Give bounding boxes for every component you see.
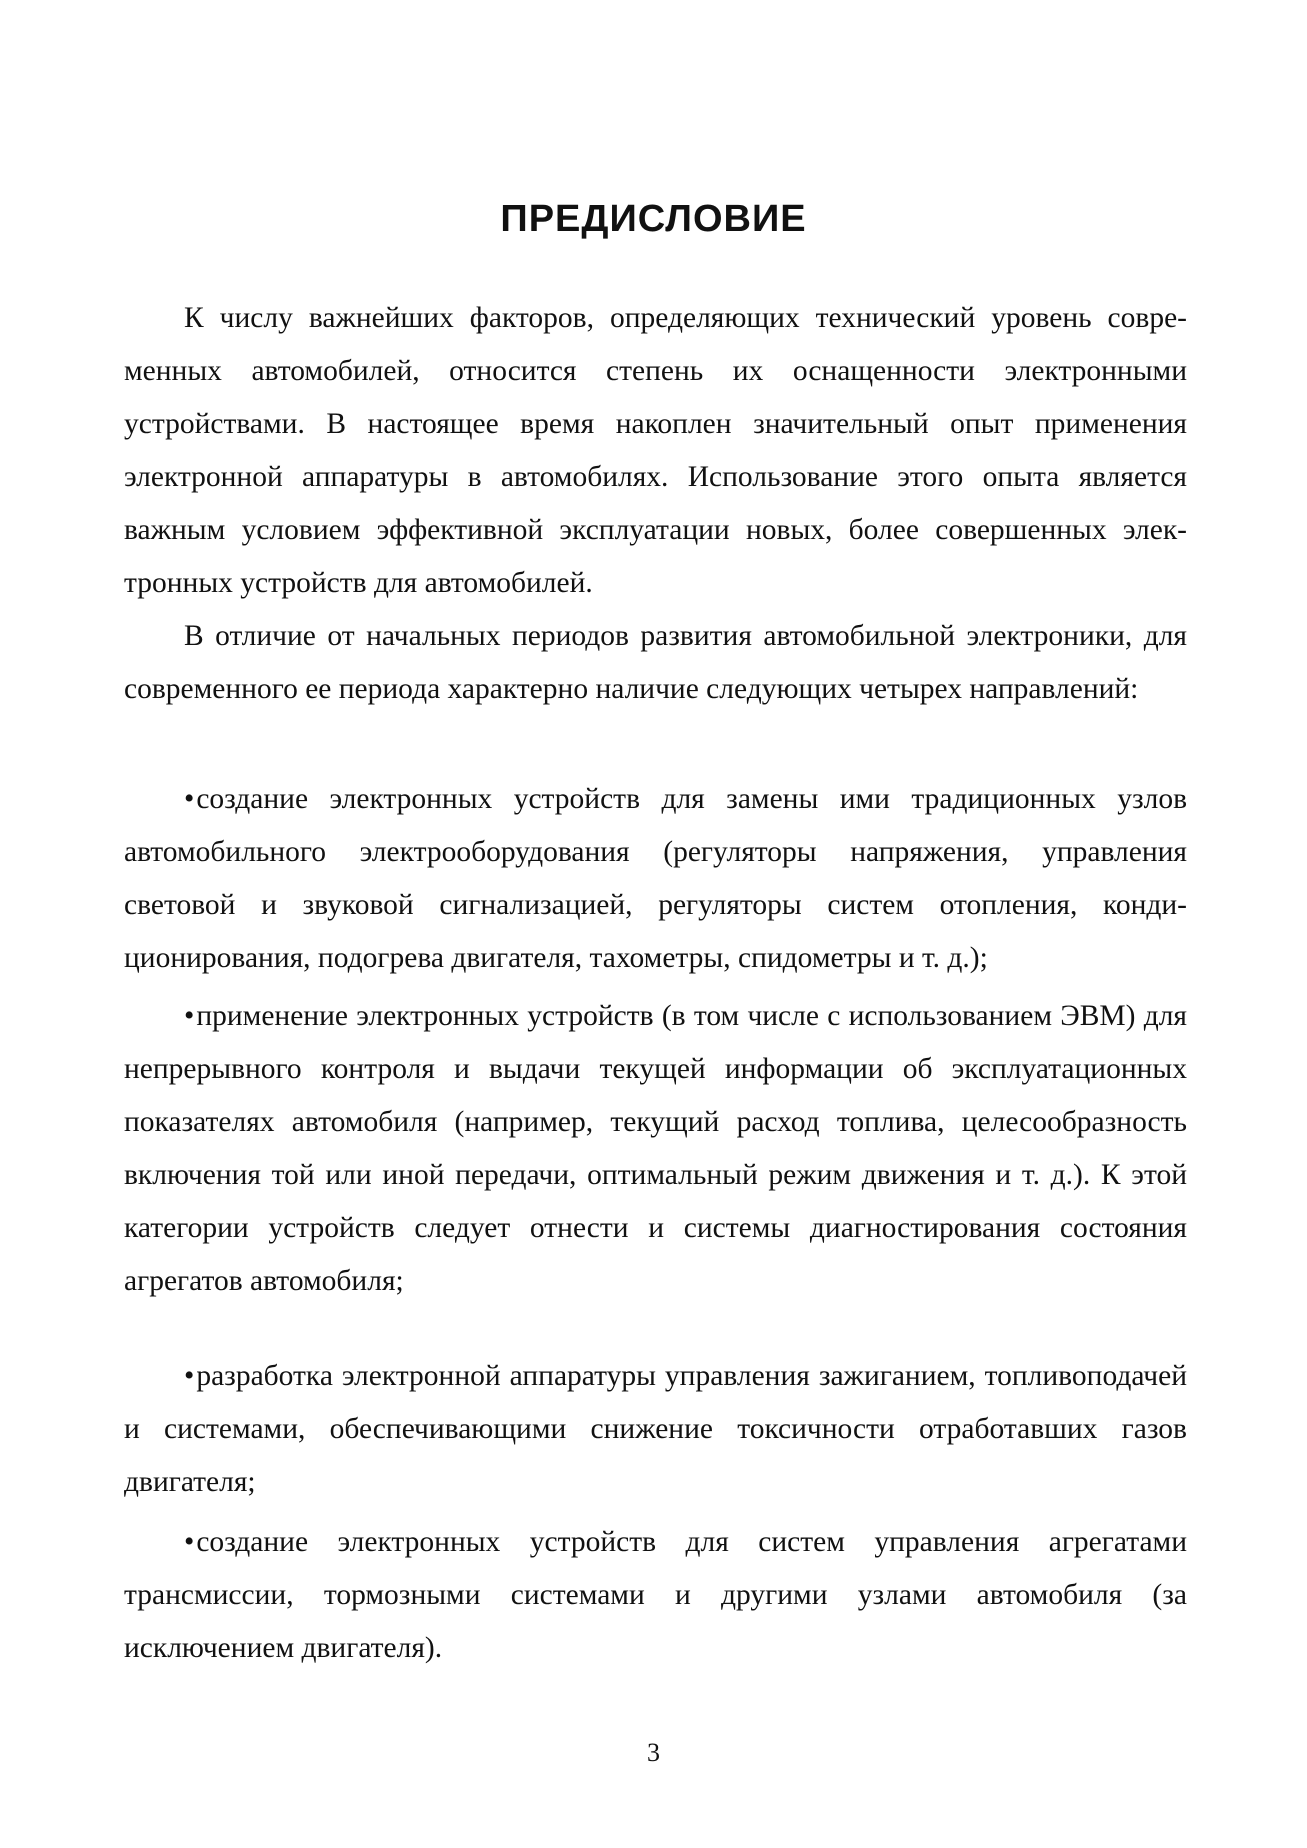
page-title: ПРЕДИСЛОВИЕ — [500, 198, 807, 240]
intro-paragraph — [124, 292, 1187, 610]
list-item-text: создание электронных устройств для замены ими традиционных узлов автомобильного электрооборудования (регуляторы напряжения, управления световой и звуковой сигнализацией, регуляторы систем отопления, кондиционирования, подогрева двигателя, тахометры, спидометры и т. д.); — [124, 783, 1187, 974]
bullet-icon: • — [184, 1526, 195, 1558]
list-item — [124, 773, 1187, 985]
list-item-text: применение электронных устройств (в том числе с использованием ЭВМ) для непрерывного контроля и выдачи текущей информации об эксплуатационных показателях автомобиля (например, текущий расход топлива, целесообразность включения той или иной передачи, оптимальный режим движения и т. д.). К этой категории устройств следует отнести и системы диагностирования состояния агрегатов автомобиля; — [124, 1000, 1187, 1297]
directions-paragraph — [124, 610, 1187, 716]
bullet-icon: • — [184, 1000, 195, 1032]
list-item-text: разработка электронной аппаратуры управления зажиганием, топливоподачей и системами, обеспечивающими снижение токсичности отработавших газов двигателя; — [124, 1360, 1187, 1498]
paragraph-text: В отличие от начальных периодов развития автомобильной электроники, для современного ее периода характерно наличие следующих четырех направлений: — [124, 620, 1187, 705]
paragraph-text: К числу важнейших факторов, определяющих технический уровень современных автомобилей, относится степень их оснащенности электронными устройствами. В настоящее время накоплен значительный опыт применения электронной аппаратуры в автомобилях. Использование этого опыта является важным условием эффективной эксплуатации новых, более совершенных электронных устройств для автомобилей. — [124, 302, 1187, 599]
bullet-icon: • — [184, 783, 195, 815]
list-item — [124, 1350, 1187, 1509]
list-item-text: создание электронных устройств для систем управления агрегатами трансмиссии, тормозными системами и другими узлами автомобиля (за исключением двигателя). — [124, 1526, 1187, 1664]
page-number: 3 — [647, 1738, 660, 1767]
list-item — [124, 990, 1187, 1308]
list-item — [124, 1516, 1187, 1675]
bullet-icon: • — [184, 1360, 195, 1392]
